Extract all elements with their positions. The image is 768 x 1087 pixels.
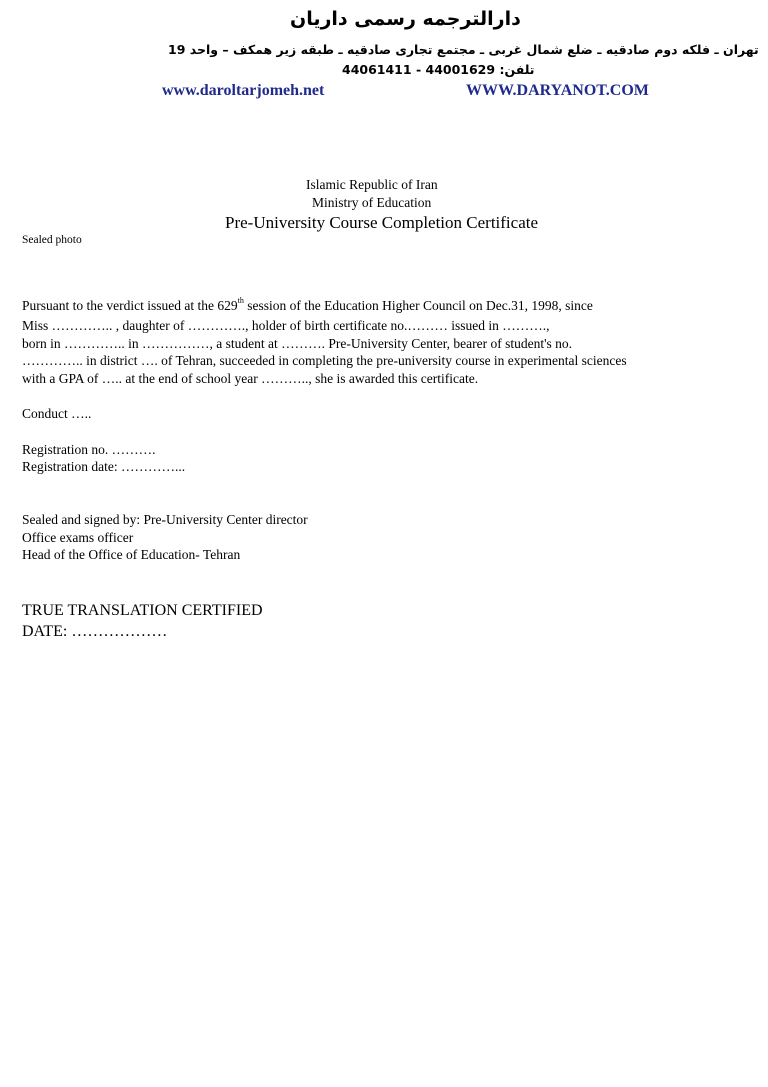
ordinal-suffix: th xyxy=(237,296,244,305)
website-link-daryanot[interactable]: WWW.DARYANOT.COM xyxy=(466,82,649,99)
website-link-daroltarjomeh[interactable]: www.daroltarjomeh.net xyxy=(162,82,325,99)
true-translation-certified: TRUE TRANSLATION CERTIFIED xyxy=(22,602,263,619)
signature-line-director: Sealed and signed by: Pre-University Center director xyxy=(22,512,308,527)
sealed-photo-note: Sealed photo xyxy=(22,234,82,246)
body-line-1-start: Pursuant to the verdict issued at the 629 xyxy=(22,298,238,313)
letterhead-address: تهران ـ فلکه دوم صادقیه ـ ضلع شمال غربی ـ مجتمع تجاری صادقیه ـ طبقه زیر همکف – واحد 19 xyxy=(168,42,759,57)
body-line-4: ………….. in district …. of Tehran, succeeded in completing the pre-university course in experimental sciences xyxy=(22,353,627,368)
signature-line-exams-officer: Office exams officer xyxy=(22,530,134,545)
registration-number: Registration no. ………. xyxy=(22,442,156,457)
certificate-title: Pre-University Course Completion Certificate xyxy=(225,213,539,232)
conduct-line: Conduct ….. xyxy=(22,406,92,421)
body-line-1 xyxy=(22,298,593,314)
body-line-2: Miss ………….. , daughter of …………., holder of birth certificate no.……… issued in ………., xyxy=(22,318,550,333)
certification-date: DATE: ……………… xyxy=(22,623,168,640)
body-line-5: with a GPA of ….. at the end of school year ……….., she is awarded this certificate. xyxy=(22,371,479,386)
body-line-3: born in ………….. in ……………, a student at ………. Pre-University Center, bearer of student's no. xyxy=(22,336,573,351)
body-line-1-end: session of the Education Higher Council on Dec.31, 1998, since xyxy=(243,298,593,313)
letterhead-phone: تلفن: 44001629 - 44061411 xyxy=(342,62,535,77)
ministry-name: Ministry of Education xyxy=(312,195,432,210)
registration-date: Registration date: …………... xyxy=(22,459,186,474)
country-name: Islamic Republic of Iran xyxy=(306,177,438,192)
signature-line-education-head: Head of the Office of Education- Tehran xyxy=(22,547,241,562)
letterhead-title: دارالترجمه رسمی داریان xyxy=(290,8,521,30)
